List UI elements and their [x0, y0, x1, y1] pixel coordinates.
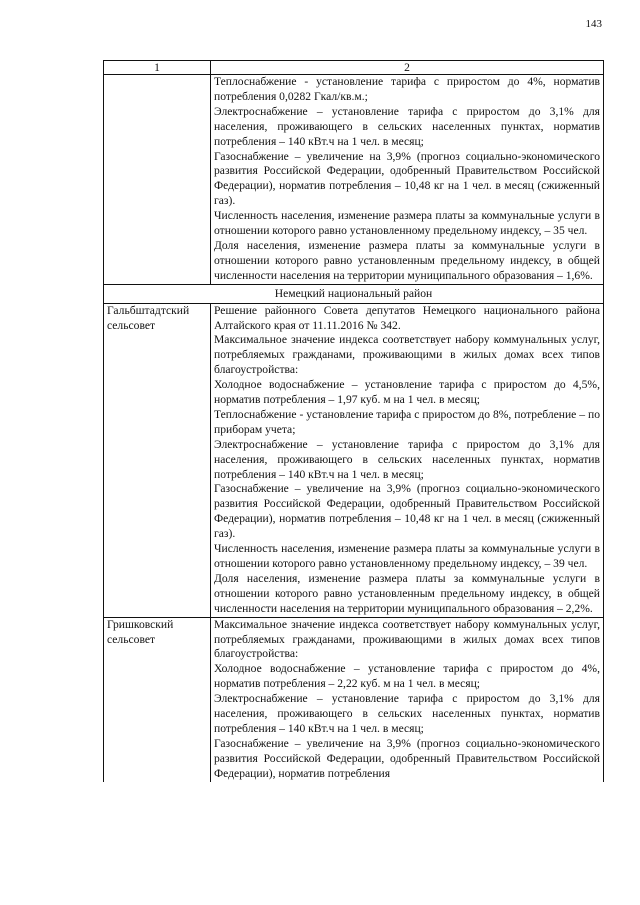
paragraph: Максимальное значение индекса соответствует набору коммунальных услуг, потребляемых гражданами, проживающими в жилых домах всех типов благоустройства:	[214, 333, 600, 377]
column-header-2: 2	[211, 61, 604, 75]
table-header-row	[104, 61, 604, 75]
region-cell: Гришковский сельсовет	[104, 617, 211, 781]
paragraph: Доля населения, изменение размера платы за коммунальные услуги в отношении которого равно установленным предельному индексу, в общей численности населения на территории муниципального образования – 2,2%.	[214, 571, 600, 615]
column-header-1: 1	[104, 61, 211, 75]
paragraph: Теплоснабжение - установление тарифа с приростом до 4%, норматив потребления 0,0282 Гкал/кв.м.;	[214, 75, 600, 103]
table-row	[104, 617, 604, 781]
paragraph: Холодное водоснабжение – установление тарифа с приростом до 4,5%, норматив потребления – 1,97 куб. м на 1 чел. в месяц;	[214, 378, 600, 407]
table-row-continuation	[104, 75, 604, 285]
content-cell-continuation	[211, 75, 604, 285]
paragraph: Доля населения, изменение размера платы за коммунальные услуги в отношении которого равно установленным предельному индексу, в общей численности населения на территории муниципального образования – 1,6%.	[214, 238, 600, 282]
paragraph: Газоснабжение – увеличение на 3,9% (прогноз социально-экономического развития Российской Федерации, одобренный Правительством Российской Федерации), норматив потребления	[214, 736, 600, 780]
page-number: 143	[585, 18, 602, 30]
paragraph: Электроснабжение – установление тарифа с приростом до 3,1% для населения, проживающего в сельских населенных пунктах, норматив потребления – 140 кВт.ч на 1 чел. в месяц;	[214, 692, 600, 735]
table-row	[104, 303, 604, 617]
region-cell: Гальбштадтский сельсовет	[104, 303, 211, 617]
paragraph: Газоснабжение – увеличение на 3,9% (прогноз социально-экономического развития Российской Федерации, одобренный Правительством Российской Федерации), норматив потребления – 10,48 кг на 1 чел. в месяц (сжиженный газ).	[214, 482, 600, 541]
paragraph: Теплоснабжение - установление тарифа с приростом до 8%, потребление – по приборам учета;	[214, 407, 600, 436]
paragraph: Холодное водоснабжение – установление тарифа с приростом до 4%, норматив потребления – 2,22 куб. м на 1 чел. в месяц;	[214, 662, 600, 691]
section-title: Немецкий национальный район	[104, 284, 604, 303]
region-cell-empty	[104, 75, 211, 285]
paragraph: Газоснабжение – увеличение на 3,9% (прогноз социально-экономического развития Российской Федерации, одобренный Правительством Российской Федерации), норматив потребления – 10,48 кг на 1 чел. в месяц (сжиженный газ).	[214, 149, 600, 208]
paragraph: Решение районного Совета депутатов Немецкого национального района Алтайского края от 11.11.2016 № 342.	[214, 303, 600, 332]
paragraph: Электроснабжение – установление тарифа с приростом до 3,1% для населения, проживающего в сельских населенных пунктах, норматив потребления – 140 кВт.ч на 1 чел. в месяц;	[214, 104, 600, 148]
content-cell	[211, 303, 604, 617]
section-row	[104, 284, 604, 303]
content-cell	[211, 617, 604, 781]
tariff-table	[103, 60, 604, 782]
paragraph: Электроснабжение – установление тарифа с приростом до 3,1% для населения, проживающего в сельских населенных пунктах, норматив потребления – 140 кВт.ч на 1 чел. в месяц;	[214, 437, 600, 481]
paragraph: Численность населения, изменение размера платы за коммунальные услуги в отношении которого равно установленному предельному индексу, – 35 чел.	[214, 209, 600, 238]
paragraph: Максимальное значение индекса соответствует набору коммунальных услуг, потребляемых гражданами, проживающими в жилых домах всех типов благоустройства:	[214, 617, 600, 661]
paragraph: Численность населения, изменение размера платы за коммунальные услуги в отношении которого равно установленному предельному индексу, – 39 чел.	[214, 542, 600, 570]
